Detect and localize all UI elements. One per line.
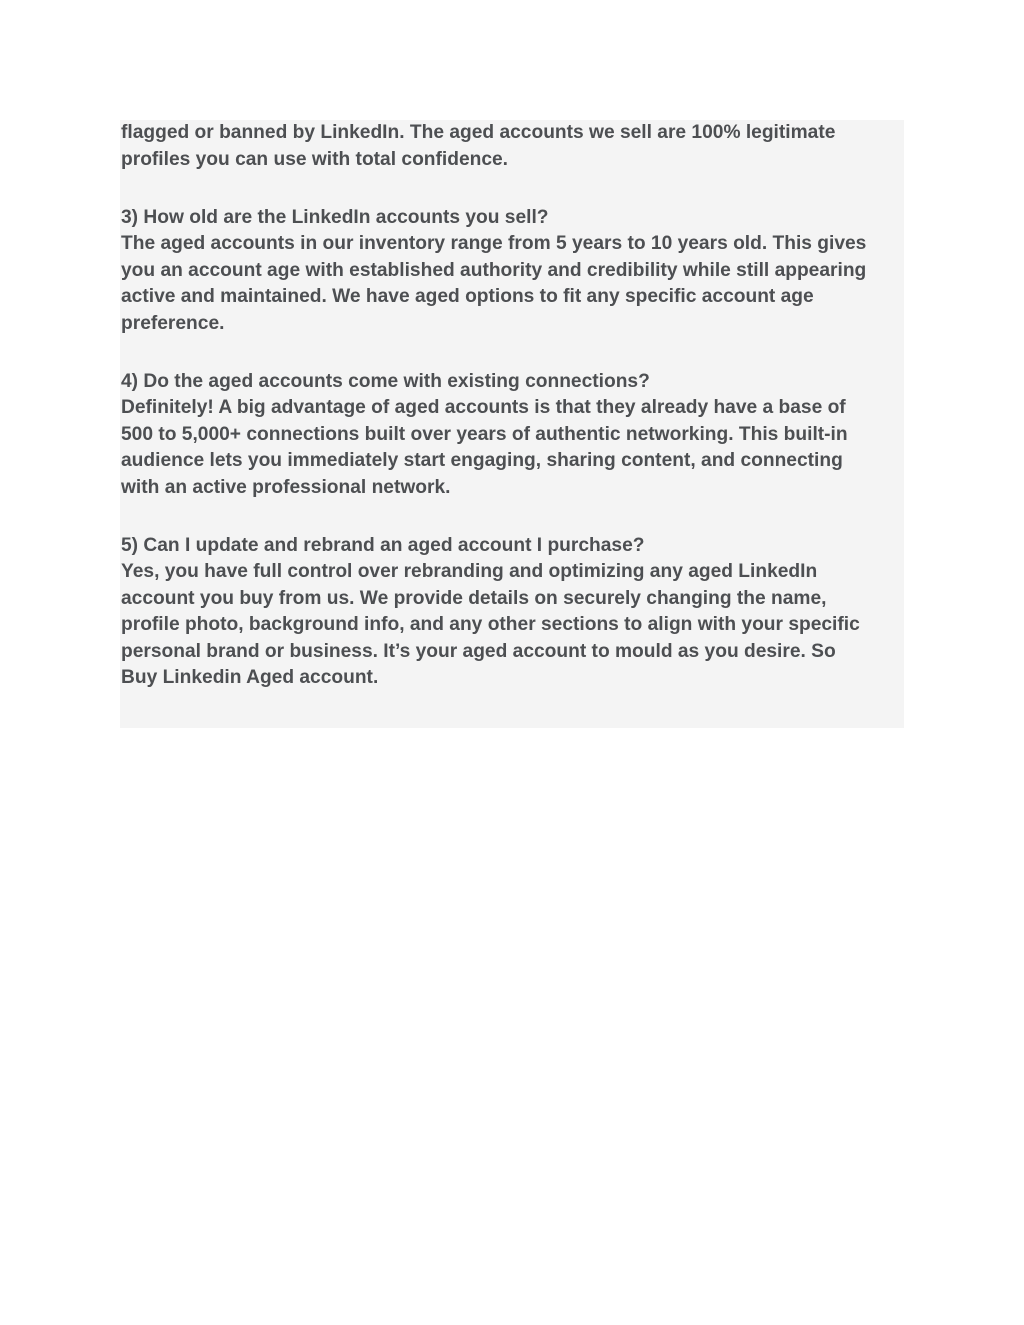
faq-question: 4) Do the aged accounts come with existing connections? [121, 370, 650, 392]
faq-answer-line: preference. [121, 312, 225, 334]
faq-answer-line: audience lets you immediately start engaging, sharing content, and connecting [121, 450, 843, 471]
intro-paragraph [121, 120, 904, 173]
faq-item-4 [121, 369, 904, 502]
faq-question: 5) Can I update and rebrand an aged account I purchase? [121, 534, 645, 556]
faq-answer-line: active and maintained. We have aged options to fit any specific account age [121, 286, 814, 307]
faq-answer-line: you an account age with established authority and credibility while still appearing [121, 259, 867, 281]
document-content [120, 120, 904, 728]
faq-answer-line: The aged accounts in our inventory range from 5 years to 10 years old. This gives [121, 233, 867, 254]
faq-answer-line: profile photo, background info, and any other sections to align with your specific [121, 614, 860, 635]
faq-answer-line: account you buy from us. We provide details on securely changing the name, [121, 587, 827, 609]
intro-line: flagged or banned by LinkedIn. The aged accounts we sell are 100% legitimate [121, 122, 836, 143]
faq-item-5 [121, 533, 904, 692]
faq-answer-line: personal brand or business. It’s your aged account to mould as you desire. So [121, 640, 836, 662]
intro-line: profiles you can use with total confidence. [121, 148, 509, 170]
faq-answer-line: Buy Linkedin Aged account. [121, 667, 379, 688]
faq-answer-line: Definitely! A big advantage of aged accounts is that they already have a base of [121, 397, 846, 418]
faq-answer-line: Yes, you have full control over rebranding and optimizing any aged LinkedIn [121, 561, 818, 582]
faq-answer-line: 500 to 5,000+ connections built over years of authentic networking. This built-in [121, 423, 848, 445]
faq-item-3 [121, 205, 904, 338]
faq-answer-line: with an active professional network. [121, 476, 451, 498]
faq-question: 3) How old are the LinkedIn accounts you sell? [121, 206, 549, 228]
